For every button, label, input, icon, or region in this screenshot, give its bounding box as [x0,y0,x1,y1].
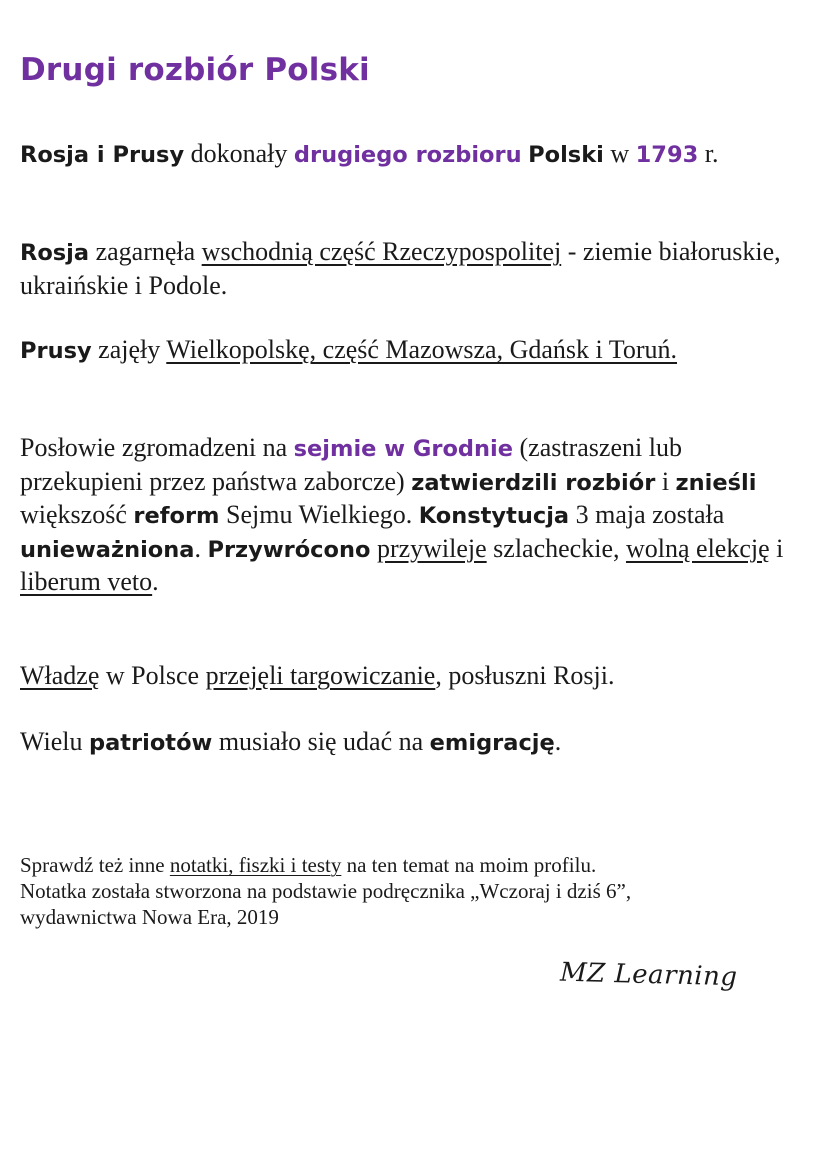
text-span: Sprawdź też inne [20,853,170,877]
paragraph-emigration [20,726,810,760]
footer-line-3: wydawnictwa Nowa Era, 2019 [20,905,279,929]
text-span: dokonały [184,139,294,168]
underlined-phrase: przywileje [376,533,487,563]
page-title: Drugi rozbiór Polski [20,52,370,88]
text-span: , posłuszni Rosji. [435,661,615,690]
underlined-phrase: liberum veto [20,567,153,596]
text-span: i [655,466,676,496]
bold-phrase: zatwierdzili rozbiór [411,469,656,496]
paragraph-prussia [20,334,810,368]
footer-line-1 [20,852,810,878]
bold-phrase: unieważniona [20,536,195,563]
author-signature: MZ Learning [559,957,738,993]
bold-phrase: Konstytucja [418,503,570,529]
footer-note [20,852,810,930]
text-span: w Polsce [99,661,206,690]
text-span: Wielu [20,727,89,756]
bold-phrase: Polski [528,142,604,168]
profile-link[interactable]: notatki, fiszki i testy [169,853,342,877]
highlighted-phrase: drugiego rozbioru [293,142,522,168]
bold-phrase: Prusy [20,338,92,364]
text-span: . [554,727,562,756]
paragraph-grodno-sejm [20,432,810,599]
bold-phrase: Rosja i Prusy [20,142,185,168]
bold-phrase: Rosja [20,240,90,266]
bold-phrase: znieśli [675,469,757,496]
text-span: zagarnęła [89,237,202,266]
text-span: (zastraszeni lub przekupieni przez państwa zaborcze) [20,433,682,496]
text-span: - ziemie białoruskie, ukraińskie i Podole. [20,237,781,300]
highlighted-year: 1793 [635,142,699,168]
text-span: zajęły [91,335,167,364]
text-span: 3 maja została [569,500,725,529]
text-span: . [194,533,208,563]
underlined-phrase: wschodnią część Rzeczypospolitej [201,237,562,266]
text-span: w [603,139,636,168]
bold-phrase: patriotów [89,730,213,756]
underlined-phrase: przejęli targowiczanie [205,661,436,690]
text-span: musiało się udać na [212,727,430,756]
text-span: większość [20,500,134,529]
underlined-phrase: Władzę [20,661,100,690]
text-span: . [152,567,159,596]
bold-phrase: reform [133,503,220,529]
text-span: i [769,533,784,563]
text-span: r. [698,139,719,168]
bold-phrase: Przywrócono [207,536,371,563]
highlighted-phrase: sejmie w Grodnie [293,436,514,462]
underlined-phrase: wolną elekcję [625,533,770,563]
underlined-phrase: Wielkopolskę, część Mazowsza, Gdańsk i Toruń. [166,335,678,364]
footer-line-2: Notatka została stworzona na podstawie podręcznika „Wczoraj i dziś 6”, [20,879,632,903]
text-span: szlacheckie, [486,533,626,563]
text-span: na ten temat na moim profilu. [341,853,597,877]
text-span: Sejmu Wielkiego. [219,500,419,529]
bold-phrase: emigrację [429,730,555,756]
paragraph-russia [20,236,810,302]
paragraph-targowica [20,660,810,693]
paragraph-partition-date [20,138,810,172]
text-span: Posłowie zgromadzeni na [20,433,294,462]
